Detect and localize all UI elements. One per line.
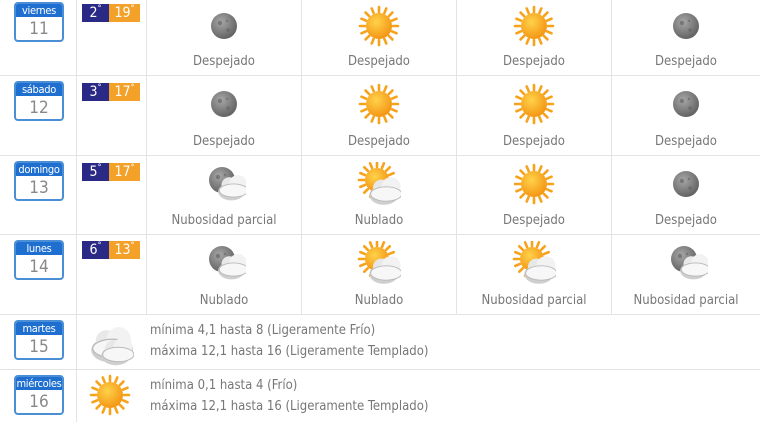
moon-icon xyxy=(202,4,246,48)
temp-badge xyxy=(82,163,140,181)
date-cell xyxy=(0,156,76,234)
weekday-label: miércoles xyxy=(16,377,62,390)
period-label: Despejado xyxy=(503,54,565,69)
max-temp: 17° xyxy=(109,163,140,181)
calendar-badge xyxy=(14,161,64,201)
temp-badge xyxy=(82,4,140,22)
date-cell xyxy=(0,76,76,155)
max-temp: 19° xyxy=(109,4,140,22)
sun-icon xyxy=(512,162,556,206)
calendar-badge xyxy=(14,375,64,415)
forecast-row xyxy=(0,76,760,156)
date-cell xyxy=(0,370,76,422)
period-label: Nublado xyxy=(354,293,404,308)
period-label: Despejado xyxy=(348,134,410,149)
period-cell xyxy=(611,0,760,75)
period-cell xyxy=(611,76,760,155)
weekday-label: martes xyxy=(16,322,62,335)
cloud-icon xyxy=(86,319,134,367)
summary-text xyxy=(150,320,428,362)
forecast-row xyxy=(0,156,760,235)
max-summary: máxima 12,1 hasta 16 (Ligeramente Templado) xyxy=(150,344,429,359)
period-cell xyxy=(456,235,611,314)
calendar-badge xyxy=(14,320,64,360)
min-temp: 2° xyxy=(82,4,109,22)
period-cell xyxy=(611,156,760,234)
period-cell xyxy=(146,235,301,314)
temps-cell xyxy=(76,156,146,234)
temp-badge xyxy=(82,83,140,101)
temps-cell xyxy=(76,235,146,314)
forecast-row xyxy=(0,315,760,370)
weekday-label: viernes xyxy=(16,4,62,17)
temps-cell xyxy=(76,0,146,75)
max-temp: 13° xyxy=(109,241,140,259)
summary-text xyxy=(150,375,428,417)
period-label: Despejado xyxy=(193,134,255,149)
sun-icon xyxy=(357,4,401,48)
moon-cloud-icon xyxy=(202,162,246,206)
period-label: Nubosidad parcial xyxy=(171,213,277,228)
period-label: Nublado xyxy=(354,213,404,228)
period-cell xyxy=(456,156,611,234)
date-cell xyxy=(0,0,76,75)
sun-cloud-icon xyxy=(512,241,556,285)
temps-cell xyxy=(76,76,146,155)
moon-icon xyxy=(202,82,246,126)
day-number: 15 xyxy=(29,337,49,357)
moon-cloud-icon xyxy=(202,241,246,285)
moon-cloud-icon xyxy=(664,241,708,285)
forecast-row xyxy=(0,0,760,76)
sun-icon xyxy=(357,82,401,126)
moon-icon xyxy=(664,162,708,206)
day-number: 12 xyxy=(29,98,49,118)
period-cell xyxy=(146,0,301,75)
temp-badge xyxy=(82,241,140,259)
weekday-label: lunes xyxy=(16,242,62,255)
min-temp: 6° xyxy=(82,241,109,259)
period-cell xyxy=(301,76,456,155)
period-cell xyxy=(146,76,301,155)
period-cell xyxy=(301,0,456,75)
min-summary: mínima 4,1 hasta 8 (Ligeramente Frío) xyxy=(150,323,376,338)
period-label: Despejado xyxy=(348,54,410,69)
calendar-badge xyxy=(14,81,64,121)
forecast-row xyxy=(0,235,760,315)
weekday-label: domingo xyxy=(16,163,62,176)
min-summary: mínima 0,1 hasta 4 (Frío) xyxy=(150,378,298,393)
period-cell xyxy=(301,156,456,234)
period-cell xyxy=(146,156,301,234)
sun-icon xyxy=(88,373,132,417)
forecast-row xyxy=(0,370,760,422)
calendar-badge xyxy=(14,2,64,42)
period-label: Nubosidad parcial xyxy=(633,293,739,308)
period-label: Despejado xyxy=(503,213,565,228)
weekday-label: sábado xyxy=(16,83,62,96)
sun-icon xyxy=(512,82,556,126)
calendar-badge xyxy=(14,240,64,280)
day-number: 13 xyxy=(29,178,49,198)
date-cell xyxy=(0,235,76,314)
period-label: Nubosidad parcial xyxy=(481,293,587,308)
sun-icon xyxy=(512,4,556,48)
period-label: Despejado xyxy=(655,213,717,228)
moon-icon xyxy=(664,82,708,126)
period-label: Despejado xyxy=(655,134,717,149)
day-number: 11 xyxy=(29,19,49,39)
period-label: Despejado xyxy=(503,134,565,149)
period-label: Despejado xyxy=(655,54,717,69)
max-temp: 17° xyxy=(109,83,140,101)
sun-cloud-icon xyxy=(357,241,401,285)
sun-cloud-icon xyxy=(357,162,401,206)
moon-icon xyxy=(664,4,708,48)
max-summary: máxima 12,1 hasta 16 (Ligeramente Templado) xyxy=(150,399,429,414)
period-cell xyxy=(456,76,611,155)
min-temp: 5° xyxy=(82,163,109,181)
period-cell xyxy=(611,235,760,314)
date-cell xyxy=(0,315,76,369)
day-number: 14 xyxy=(29,257,49,277)
day-number: 16 xyxy=(29,392,49,412)
period-label: Nublado xyxy=(199,293,249,308)
period-cell xyxy=(301,235,456,314)
min-temp: 3° xyxy=(82,83,109,101)
period-cell xyxy=(456,0,611,75)
period-label: Despejado xyxy=(193,54,255,69)
